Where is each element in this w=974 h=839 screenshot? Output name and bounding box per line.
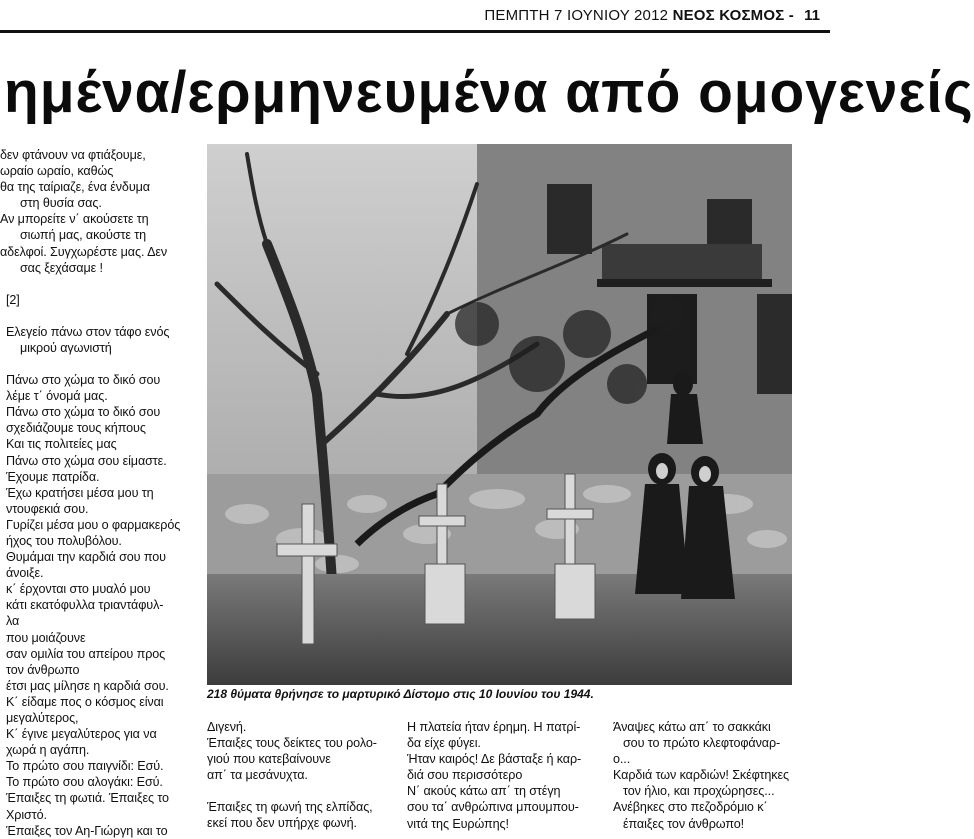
text-line: Ν΄ ακούς κάτω απ΄ τη στέγη bbox=[407, 784, 561, 799]
text-line: γιού που κατεβαίνουνε bbox=[207, 752, 331, 767]
text-line: σου το πρώτο κλεφτοφάναρ- bbox=[623, 736, 781, 751]
text-line: Το πρώτο σου παιγνίδι: Εσύ. bbox=[6, 759, 164, 774]
text-line: Άναψες κάτω απ΄ το σακκάκι bbox=[613, 720, 771, 734]
photo-caption: 218 θύματα θρήνησε το μαρτυρικό Δίστομο στις 10 Ιουνίου του 1944. bbox=[207, 687, 594, 701]
text-line: δεν φτάνουν να φτιάξουμε, bbox=[0, 148, 146, 162]
text-line: Και τις πολιτείες μας bbox=[6, 437, 117, 452]
text-line: Έπαιξες τη φωτιά. Έπαιξες το bbox=[6, 791, 169, 806]
header-rule bbox=[0, 30, 830, 33]
text-line bbox=[0, 356, 196, 372]
text-line: Κ΄ έγινε μεγαλύτερος για να bbox=[6, 727, 157, 742]
text-line: Πάνω στο χώμα σου είμαστε. bbox=[6, 453, 167, 468]
text-line bbox=[207, 783, 383, 799]
text-line: έτσι μας μίλησε η καρδιά σου. bbox=[6, 678, 169, 693]
text-line: Έχω κρατήσει μέσα μου τη bbox=[6, 485, 154, 500]
text-line: Έχουμε πατρίδα. bbox=[6, 469, 100, 484]
text-line bbox=[0, 276, 196, 292]
text-line: Πάνω στο χώμα το δικό σου bbox=[6, 405, 161, 420]
text-line: τον άνθρωπο bbox=[6, 662, 80, 677]
page-number: 11 bbox=[804, 7, 820, 24]
text-line: δα είχε φύγει. bbox=[407, 736, 481, 751]
text-line: σχεδιάζουμε τους κήπους bbox=[6, 421, 146, 436]
text-line: Κ΄ είδαμε πος ο κόσμος είναι bbox=[6, 694, 164, 709]
header-dateline bbox=[484, 7, 794, 24]
text-line: Καρδιά των καρδιών! Σκέφτηκες bbox=[613, 768, 789, 783]
text-column-1 bbox=[0, 147, 196, 839]
photo-illustration bbox=[207, 144, 792, 685]
text-line: άνοιξε. bbox=[6, 566, 44, 581]
text-line: Ανέβηκες στο πεζοδρόμιο κ΄ bbox=[613, 800, 768, 815]
text-column-4 bbox=[613, 719, 813, 832]
text-line: χωρά η αγάπη. bbox=[6, 743, 90, 758]
text-line: έπαιξες τον άνθρωπο! bbox=[623, 816, 745, 831]
text-line: Έπαιξες τον Αη-Γιώργη και το bbox=[6, 823, 168, 838]
text-line: σας ξεχάσαμε ! bbox=[20, 260, 103, 275]
header-date: ΠΕΜΠΤΗ 7 ΙΟΥΝΙΟΥ 2012 bbox=[484, 7, 669, 24]
text-line: Έπαιξες τους δείκτες του ρολο- bbox=[207, 736, 377, 751]
text-line: τον ήλιο, και προχώρησες... bbox=[623, 784, 775, 799]
text-line bbox=[0, 308, 196, 324]
text-line: Έπαιξες τη φωνή της ελπίδας, bbox=[207, 800, 373, 815]
page-header bbox=[0, 0, 830, 32]
text-line: κάτι εκατόφυλλα τριαντάφυλ- bbox=[6, 598, 164, 613]
text-line: σιωπή μας, ακούστε τη bbox=[20, 228, 147, 243]
text-line: ωραίο ωραίο, καθώς bbox=[0, 164, 114, 179]
text-column-3 bbox=[407, 719, 587, 832]
text-line: διά σου περισσότερο bbox=[407, 768, 523, 783]
header-separator: - bbox=[788, 7, 794, 24]
text-line: αδελφοί. Συγχωρέστε μας. Δεν bbox=[0, 244, 168, 259]
article-headline: ημένα/ερμηνευμένα από ομογενείς bbox=[4, 60, 974, 125]
text-line: Γυρίζει μέσα μου ο φαρμακερός bbox=[6, 517, 181, 532]
text-line: Διγενή. bbox=[207, 720, 247, 734]
poem-title: μικρού αγωνιστή bbox=[20, 340, 112, 355]
text-line: Ήταν καιρός! Δε βάσταξε ή καρ- bbox=[407, 752, 582, 767]
text-line: ήχος του πολυβόλου. bbox=[6, 533, 122, 548]
text-line: Χριστό. bbox=[6, 807, 47, 822]
text-line: ο... bbox=[613, 752, 631, 767]
text-line: ντουφεκιά σου. bbox=[6, 501, 89, 516]
text-line: που μοιάζουνε bbox=[6, 630, 86, 645]
text-line: σου τα΄ ανθρώπινα μπουμπου- bbox=[407, 800, 579, 815]
text-line: θα της ταίριαζε, ένα ένδυμα bbox=[0, 180, 150, 195]
text-line: Πάνω στο χώμα το δικό σου bbox=[6, 373, 161, 388]
text-line: Η πλατεία ήταν έρημη. Η πατρί- bbox=[407, 720, 581, 734]
newspaper-name: ΝΕΟΣ ΚΟΣΜΟΣ bbox=[672, 7, 785, 24]
text-line: απ΄ τα μεσάνυχτα. bbox=[207, 768, 308, 783]
text-line: νιτά της Ευρώπης! bbox=[407, 816, 509, 831]
text-column-2 bbox=[207, 719, 383, 832]
text-line: κ΄ έρχονται στο μυαλό μου bbox=[6, 582, 151, 597]
historical-photo bbox=[207, 144, 792, 685]
text-line: στη θυσία σας. bbox=[20, 196, 102, 211]
text-line: Θυμάμαι την καρδιά σου που bbox=[6, 550, 166, 565]
text-line: μεγαλύτερος, bbox=[6, 711, 79, 725]
text-line: εκεί που δεν υπήρχε φωνή. bbox=[207, 816, 357, 831]
text-line: λα bbox=[6, 614, 20, 629]
text-line: σαν ομιλία του απείρου προς bbox=[6, 646, 166, 661]
footnote-marker: [2] bbox=[6, 292, 20, 307]
text-line: Αν μπορείτε ν΄ ακούσετε τη bbox=[0, 212, 149, 227]
text-line: λέμε τ΄ όνομά μας. bbox=[6, 389, 108, 404]
poem-title: Ελεγείο πάνω στον τάφο ενός bbox=[6, 324, 170, 339]
text-line: Το πρώτο σου αλογάκι: Εσύ. bbox=[6, 775, 163, 790]
